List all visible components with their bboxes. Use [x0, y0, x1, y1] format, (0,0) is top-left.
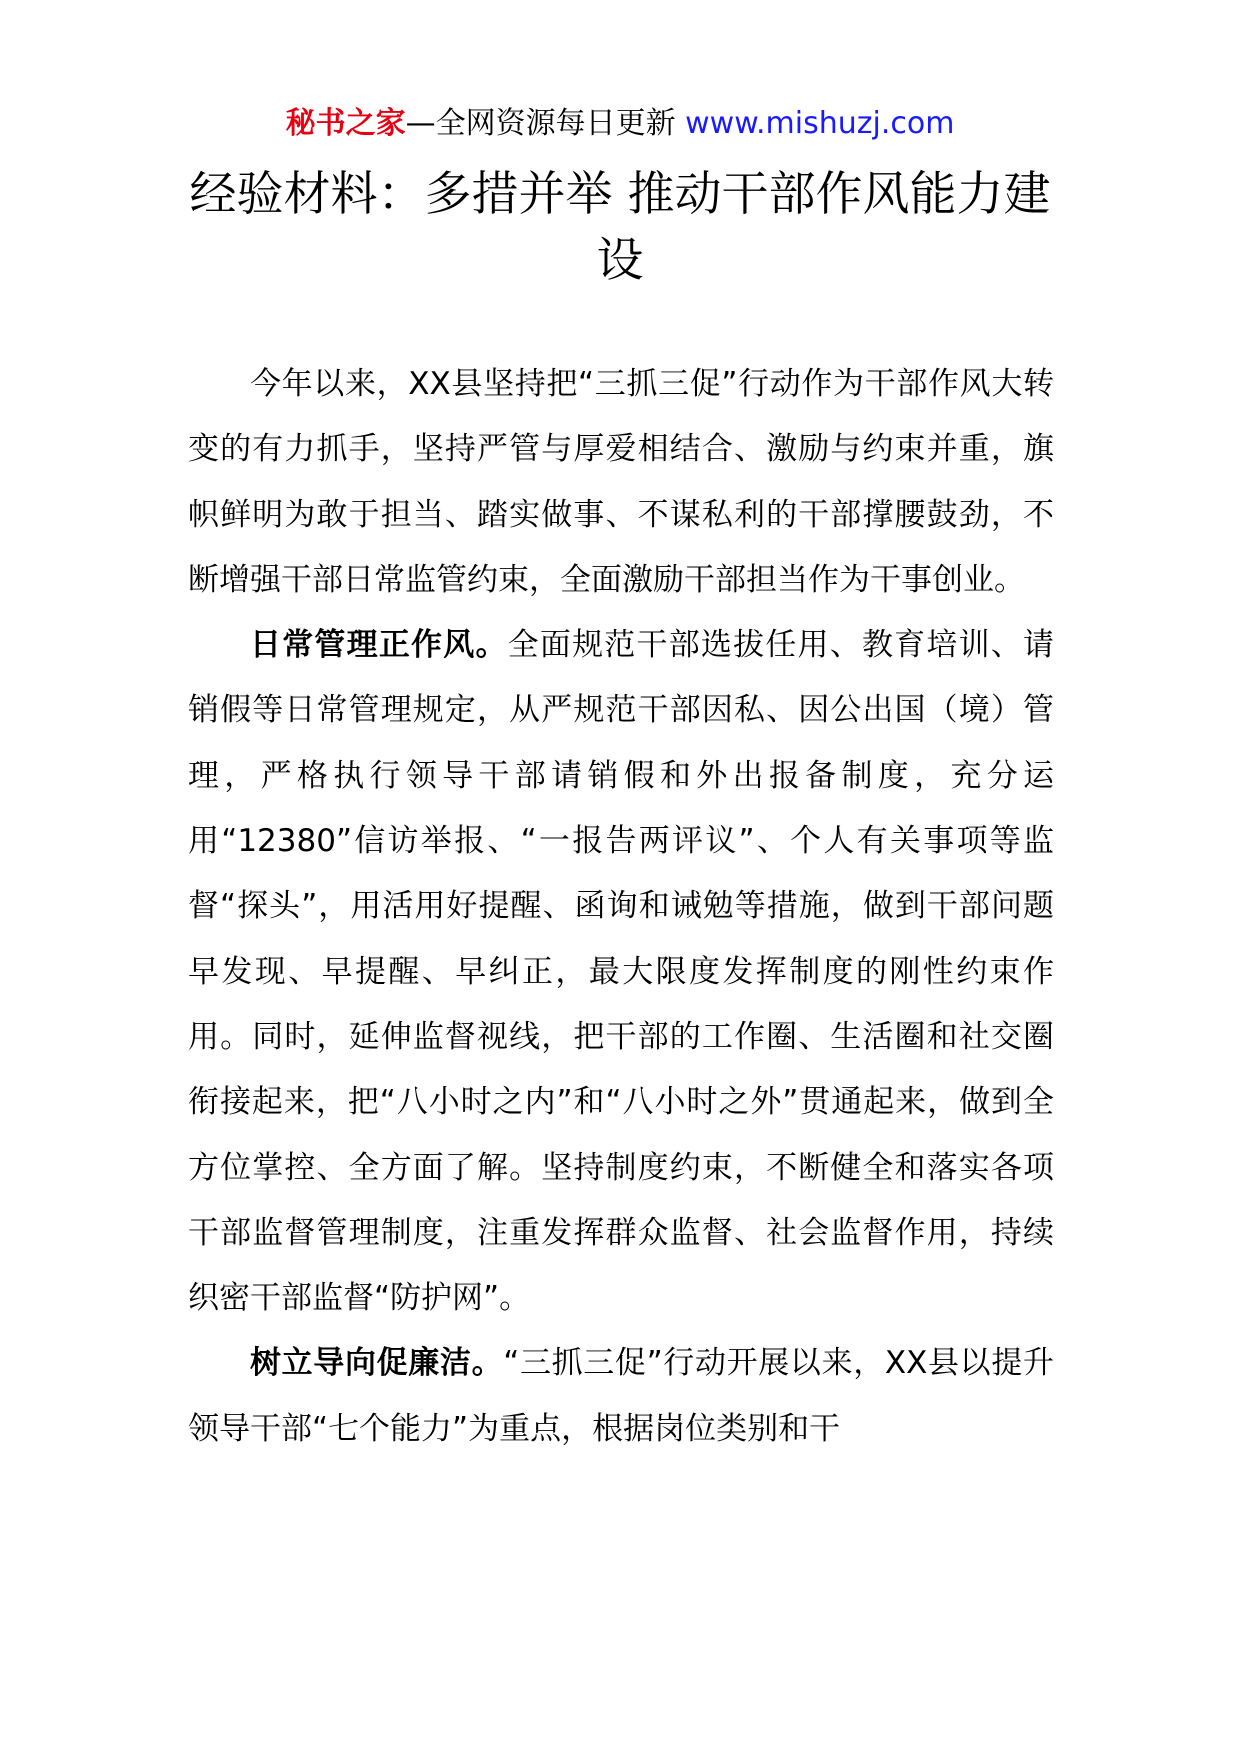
site-header [0, 104, 1240, 144]
site-url[interactable]: www.mishuzj.com [685, 106, 955, 141]
site-brand: 秘书之家 [285, 106, 406, 141]
paragraph-daily-management [188, 613, 1054, 1331]
paragraph-integrity [188, 1331, 1054, 1462]
paragraph-text: 今年以来，XX县坚持把“三抓三促”行动作为干部作风大转变的有力抓手，坚持严管与厚爱相结合、激励与约束并重，旗帜鲜明为敢于担当、踏实做事、不谋私利的干部撑腰鼓劲，不断增强干部日常监管约束，全面激励干部担当作为干事创业。 [188, 366, 1054, 598]
site-tagline: —全网资源每日更新 [405, 106, 686, 141]
paragraph-text: 全面规范干部选拔任用、教育培训、请销假等日常管理规定，从严规范干部因私、因公出国（境）管理，严格执行领导干部请销假和外出报备制度，充分运用“12380”信访举报、“一报告两评议”、个人有关事项等监督“探头”，用活用好提醒、函询和诫勉等措施，做到干部问题早发现、早提醒、早纠正，最大限度发挥制度的刚性约束作用。同时，延伸监督视线，把干部的工作圈、生活圈和社交圈衔接起来，把“八小时之内”和“八小时之外”贯通起来，做到全方位掌控、全方面了解。坚持制度约束，不断健全和落实各项干部监督管理制度，注重发挥群众监督、社会监督作用，持续织密干部监督“防护网”。 [188, 627, 1055, 1317]
document-title: 经验材料：多措并举 推动干部作风能力建设 [189, 167, 1051, 288]
document-body [188, 352, 1054, 1462]
paragraph-text: “三抓三促”行动开展以来，XX县以提升领导干部“七个能力”为重点，根据岗位类别和干 [188, 1345, 1054, 1447]
paragraph-lead: 树立导向促廉洁。 [250, 1345, 504, 1382]
paragraph-intro [188, 352, 1054, 613]
paragraph-lead: 日常管理正作风。 [250, 627, 508, 664]
